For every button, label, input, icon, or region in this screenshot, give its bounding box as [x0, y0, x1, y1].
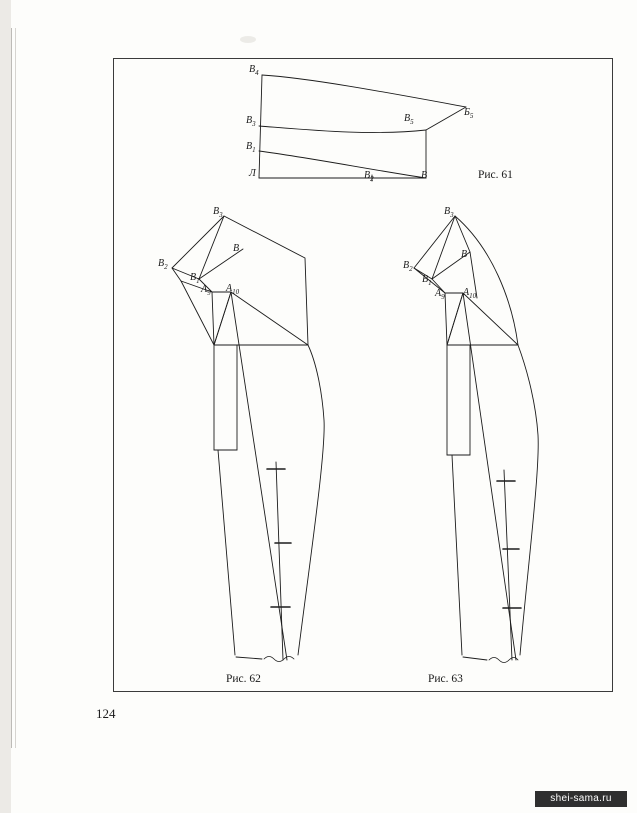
figure-caption-62: Рис. 62: [226, 673, 261, 685]
figure-label: $Б_5$: [464, 107, 474, 120]
figure-label: $В_1$: [246, 141, 256, 154]
figure-label: $А_{10}$: [463, 287, 477, 300]
figure-label: $В_1$: [422, 274, 432, 287]
figure-caption-63: Рис. 63: [428, 673, 463, 685]
figure-label: $В_3$: [444, 206, 454, 219]
figure-label: $А_9$: [435, 288, 445, 301]
figure-label: Л: [249, 168, 256, 179]
figure-caption-61: Рис. 61: [478, 169, 513, 181]
figure-label: В: [421, 170, 428, 181]
figure-label: $А_{10}$: [226, 283, 240, 296]
figure-label: $А_9$: [201, 284, 211, 297]
figure-label: В: [461, 249, 468, 260]
site-watermark: shei-sama.ru: [535, 791, 627, 807]
figure-label: $В_3$: [213, 206, 223, 219]
figure-label: $В_3$: [246, 115, 256, 128]
figure-label: $В_5$: [404, 113, 414, 126]
figure-label: $В_1$: [190, 272, 200, 285]
figure-label: $В_2$: [403, 260, 413, 273]
figure-label: $В_2$: [158, 258, 168, 271]
figure-label: В: [233, 243, 240, 254]
figure-label: $В_2$: [364, 170, 374, 183]
page-number: 124: [96, 706, 116, 721]
figure-label: $В_4$: [249, 64, 259, 77]
